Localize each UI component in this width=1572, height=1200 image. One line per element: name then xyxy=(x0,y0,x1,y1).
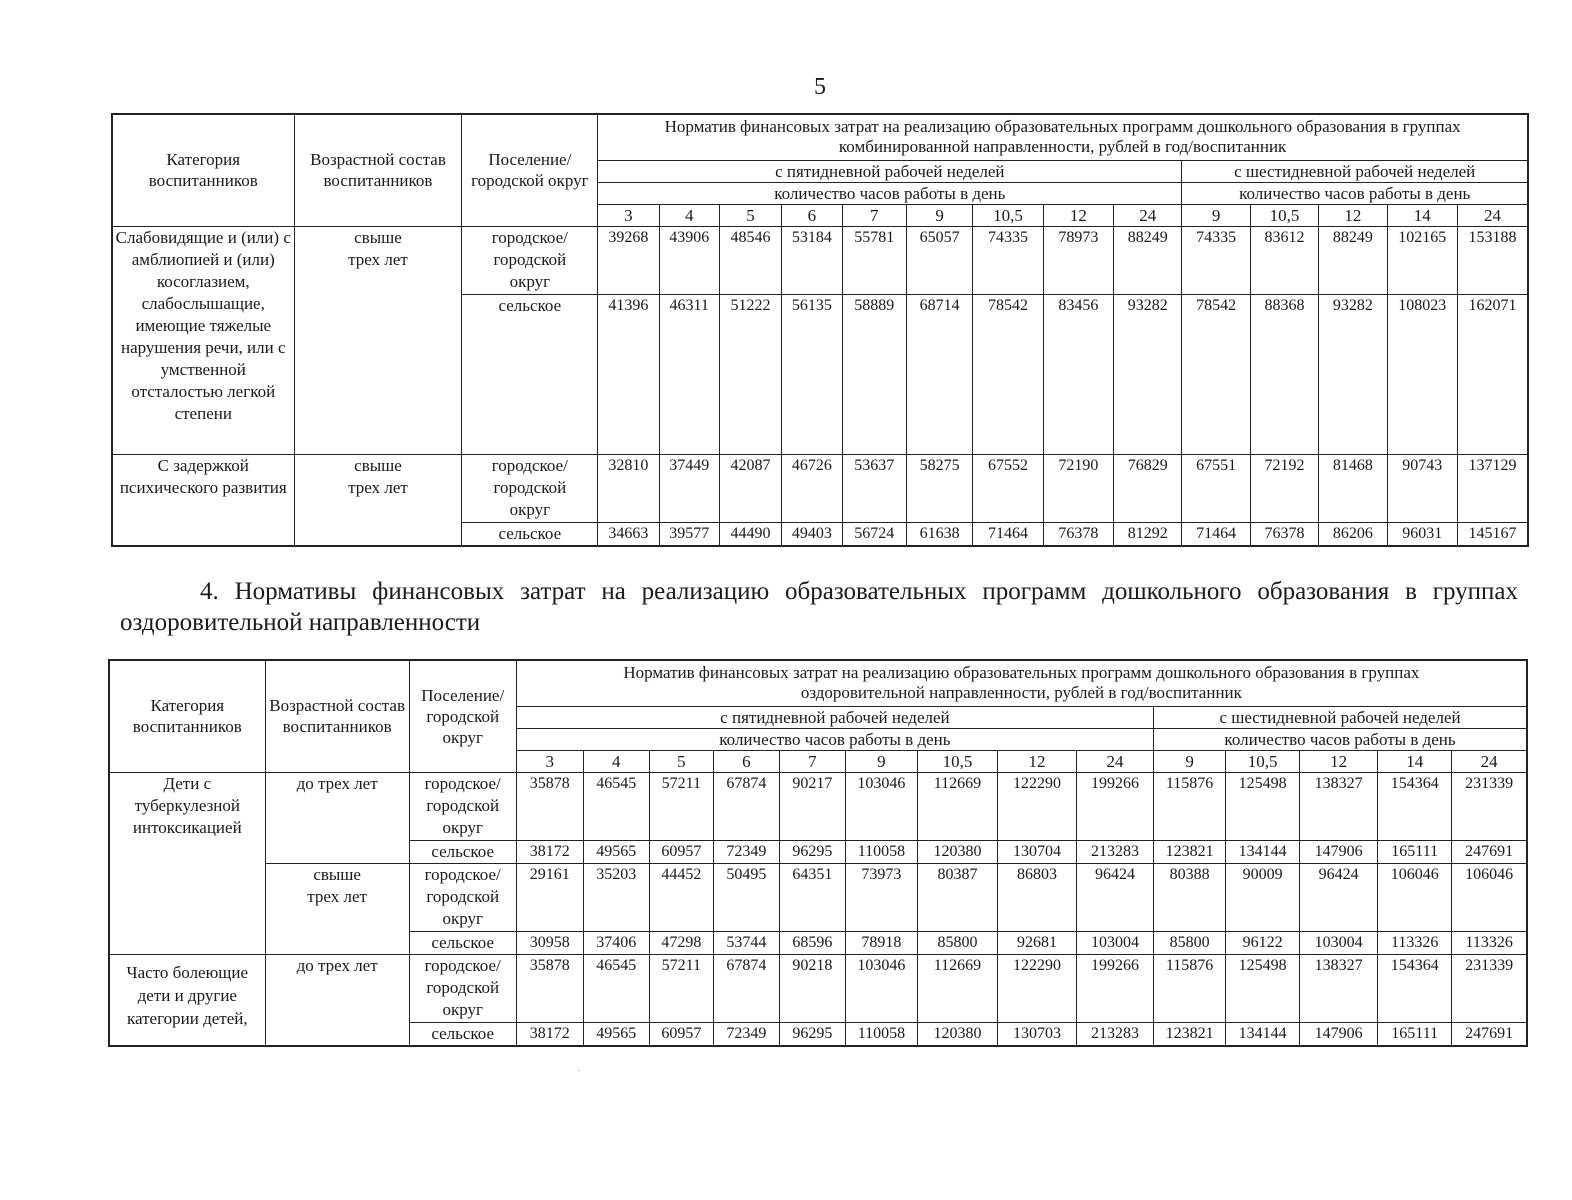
section-4-heading xyxy=(120,576,1518,638)
value-cell: 78918 xyxy=(845,931,917,954)
value-cell: 83612 xyxy=(1250,226,1318,294)
hours-five-1: 4 xyxy=(659,204,719,226)
value-cell: 120380 xyxy=(917,1022,997,1046)
value-cell: 88368 xyxy=(1250,294,1318,454)
settlement-cell: сельское xyxy=(409,840,516,863)
value-cell: 53637 xyxy=(842,454,906,522)
value-cell: 93282 xyxy=(1114,294,1182,454)
value-cell: 76829 xyxy=(1114,454,1182,522)
value-cell: 67552 xyxy=(973,454,1043,522)
header-six-day: с шестидневной рабочей неделей xyxy=(1154,706,1527,728)
value-cell: 110058 xyxy=(845,840,917,863)
value-cell: 88249 xyxy=(1319,226,1387,294)
value-cell: 81468 xyxy=(1319,454,1387,522)
value-cell: 30958 xyxy=(516,931,583,954)
value-cell: 50495 xyxy=(713,863,779,931)
value-cell: 147906 xyxy=(1300,840,1378,863)
header-norm-title: Норматив финансовых затрат на реализацию образовательных программ дошкольного образования в группах комбинированной направленности, рублей в год/воспитанник xyxy=(598,114,1528,160)
header-six-day: с шестидневной рабочей неделей xyxy=(1182,160,1528,182)
section-4-text: Нормативы финансовых затрат на реализацию образовательных программ дошкольного образования в группах оздоровительной направленности xyxy=(120,578,1518,636)
hours-five-7: 12 xyxy=(1043,204,1113,226)
value-cell: 130703 xyxy=(997,1022,1076,1046)
value-cell: 125498 xyxy=(1226,954,1300,1022)
category-cell: Часто болеющие дети и другие категории детей, xyxy=(109,954,265,1046)
value-cell: 123821 xyxy=(1154,840,1226,863)
header-settlement: Поселение/ городской округ xyxy=(409,660,516,772)
hours-five-1: 4 xyxy=(583,750,649,772)
value-cell: 154364 xyxy=(1378,772,1452,840)
hours-six-2: 12 xyxy=(1300,750,1378,772)
hours-five-4: 7 xyxy=(842,204,906,226)
value-cell: 247691 xyxy=(1452,1022,1527,1046)
table-row xyxy=(109,772,1527,840)
value-cell: 44452 xyxy=(649,863,713,931)
value-cell: 65057 xyxy=(906,226,972,294)
value-cell: 85800 xyxy=(1154,931,1226,954)
age-cell: свыше трех лет xyxy=(294,454,462,546)
value-cell: 51222 xyxy=(719,294,781,454)
value-cell: 57211 xyxy=(649,954,713,1022)
settlement-cell: сельское xyxy=(409,931,516,954)
hours-five-6: 10,5 xyxy=(973,204,1043,226)
hours-six-4: 24 xyxy=(1452,750,1527,772)
hours-five-7: 12 xyxy=(997,750,1076,772)
value-cell: 96424 xyxy=(1077,863,1154,931)
value-cell: 35203 xyxy=(583,863,649,931)
hours-five-8: 24 xyxy=(1077,750,1154,772)
value-cell: 115876 xyxy=(1154,954,1226,1022)
value-cell: 231339 xyxy=(1452,772,1527,840)
settlement-cell: сельское xyxy=(409,1022,516,1046)
value-cell: 106046 xyxy=(1452,863,1527,931)
value-cell: 213283 xyxy=(1077,1022,1154,1046)
value-cell: 67874 xyxy=(713,772,779,840)
value-cell: 86803 xyxy=(997,863,1076,931)
value-cell: 58275 xyxy=(906,454,972,522)
header-five-day: с пятидневной рабочей неделей xyxy=(516,706,1153,728)
hours-five-3: 6 xyxy=(713,750,779,772)
value-cell: 134144 xyxy=(1226,840,1300,863)
value-cell: 42087 xyxy=(719,454,781,522)
norm-table-health xyxy=(108,659,1528,1047)
value-cell: 85800 xyxy=(917,931,997,954)
age-cell: до трех лет xyxy=(265,772,409,863)
hours-five-0: 3 xyxy=(598,204,659,226)
value-cell: 80388 xyxy=(1154,863,1226,931)
value-cell: 96031 xyxy=(1387,522,1457,546)
value-cell: 112669 xyxy=(917,954,997,1022)
table-row xyxy=(112,226,1528,294)
value-cell: 90743 xyxy=(1387,454,1457,522)
value-cell: 71464 xyxy=(1182,522,1250,546)
value-cell: 72349 xyxy=(713,1022,779,1046)
value-cell: 46726 xyxy=(782,454,842,522)
value-cell: 88249 xyxy=(1114,226,1182,294)
value-cell: 247691 xyxy=(1452,840,1527,863)
value-cell: 61638 xyxy=(906,522,972,546)
hours-six-3: 14 xyxy=(1387,204,1457,226)
value-cell: 112669 xyxy=(917,772,997,840)
value-cell: 86206 xyxy=(1319,522,1387,546)
table-row xyxy=(109,954,1527,1022)
value-cell: 90217 xyxy=(779,772,845,840)
settlement-cell: городское/ городской округ xyxy=(409,863,516,931)
value-cell: 103046 xyxy=(845,772,917,840)
value-cell: 106046 xyxy=(1378,863,1452,931)
value-cell: 92681 xyxy=(997,931,1076,954)
hours-six-3: 14 xyxy=(1378,750,1452,772)
header-category: Категория воспитанников xyxy=(112,114,294,226)
value-cell: 46545 xyxy=(583,772,649,840)
value-cell: 78542 xyxy=(1182,294,1250,454)
settlement-cell: городское/ городской округ xyxy=(409,772,516,840)
header-age: Возрастной состав воспитанников xyxy=(294,114,462,226)
hours-six-1: 10,5 xyxy=(1250,204,1318,226)
value-cell: 39577 xyxy=(659,522,719,546)
value-cell: 130704 xyxy=(997,840,1076,863)
age-cell: свыше трех лет xyxy=(294,226,462,454)
value-cell: 102165 xyxy=(1387,226,1457,294)
value-cell: 76378 xyxy=(1043,522,1113,546)
value-cell: 76378 xyxy=(1250,522,1318,546)
header-settlement: Поселение/ городской округ xyxy=(462,114,598,226)
value-cell: 32810 xyxy=(598,454,659,522)
value-cell: 231339 xyxy=(1452,954,1527,1022)
value-cell: 147906 xyxy=(1300,1022,1378,1046)
page-number: 5 xyxy=(814,74,826,100)
hours-six-2: 12 xyxy=(1319,204,1387,226)
value-cell: 60957 xyxy=(649,840,713,863)
value-cell: 29161 xyxy=(516,863,583,931)
value-cell: 122290 xyxy=(997,772,1076,840)
value-cell: 38172 xyxy=(516,1022,583,1046)
value-cell: 103004 xyxy=(1077,931,1154,954)
value-cell: 67874 xyxy=(713,954,779,1022)
value-cell: 46545 xyxy=(583,954,649,1022)
value-cell: 38172 xyxy=(516,840,583,863)
value-cell: 125498 xyxy=(1226,772,1300,840)
value-cell: 72349 xyxy=(713,840,779,863)
value-cell: 199266 xyxy=(1077,772,1154,840)
norm-table-combined xyxy=(111,113,1529,547)
section-4-number: 4. xyxy=(200,578,219,605)
value-cell: 49565 xyxy=(583,1022,649,1046)
value-cell: 96122 xyxy=(1226,931,1300,954)
value-cell: 199266 xyxy=(1077,954,1154,1022)
value-cell: 48546 xyxy=(719,226,781,294)
table-row xyxy=(112,454,1528,522)
value-cell: 96295 xyxy=(779,1022,845,1046)
hours-six-0: 9 xyxy=(1154,750,1226,772)
value-cell: 90009 xyxy=(1226,863,1300,931)
table-row xyxy=(109,863,1527,931)
value-cell: 72190 xyxy=(1043,454,1113,522)
hours-six-4: 24 xyxy=(1457,204,1528,226)
value-cell: 41396 xyxy=(598,294,659,454)
header-hours-label-five: количество часов работы в день xyxy=(516,728,1153,750)
category-cell: Дети с туберкулезной интоксикацией xyxy=(109,772,265,954)
value-cell: 103046 xyxy=(845,954,917,1022)
value-cell: 68714 xyxy=(906,294,972,454)
value-cell: 37449 xyxy=(659,454,719,522)
value-cell: 58889 xyxy=(842,294,906,454)
value-cell: 165111 xyxy=(1378,840,1452,863)
value-cell: 138327 xyxy=(1300,954,1378,1022)
value-cell: 123821 xyxy=(1154,1022,1226,1046)
value-cell: 165111 xyxy=(1378,1022,1452,1046)
value-cell: 74335 xyxy=(1182,226,1250,294)
value-cell: 78973 xyxy=(1043,226,1113,294)
value-cell: 37406 xyxy=(583,931,649,954)
value-cell: 138327 xyxy=(1300,772,1378,840)
hours-five-3: 6 xyxy=(782,204,842,226)
value-cell: 103004 xyxy=(1300,931,1378,954)
settlement-cell: городское/ городской округ xyxy=(462,226,598,294)
value-cell: 64351 xyxy=(779,863,845,931)
value-cell: 74335 xyxy=(973,226,1043,294)
value-cell: 113326 xyxy=(1452,931,1527,954)
value-cell: 113326 xyxy=(1378,931,1452,954)
value-cell: 120380 xyxy=(917,840,997,863)
hours-five-5: 9 xyxy=(906,204,972,226)
settlement-cell: сельское xyxy=(462,522,598,546)
hours-five-0: 3 xyxy=(516,750,583,772)
hours-six-0: 9 xyxy=(1182,204,1250,226)
hours-six-1: 10,5 xyxy=(1226,750,1300,772)
value-cell: 83456 xyxy=(1043,294,1113,454)
settlement-cell: городское/ городской округ xyxy=(409,954,516,1022)
value-cell: 57211 xyxy=(649,772,713,840)
hours-five-8: 24 xyxy=(1114,204,1182,226)
header-hours-label-five: количество часов работы в день xyxy=(598,182,1182,204)
value-cell: 53184 xyxy=(782,226,842,294)
scan-speck xyxy=(578,1070,580,1071)
hours-five-2: 5 xyxy=(649,750,713,772)
header-category: Категория воспитанников xyxy=(109,660,265,772)
value-cell: 90218 xyxy=(779,954,845,1022)
value-cell: 56724 xyxy=(842,522,906,546)
value-cell: 72192 xyxy=(1250,454,1318,522)
value-cell: 93282 xyxy=(1319,294,1387,454)
value-cell: 67551 xyxy=(1182,454,1250,522)
header-age: Возрастной состав воспитанников xyxy=(265,660,409,772)
value-cell: 71464 xyxy=(973,522,1043,546)
value-cell: 60957 xyxy=(649,1022,713,1046)
value-cell: 44490 xyxy=(719,522,781,546)
value-cell: 81292 xyxy=(1114,522,1182,546)
value-cell: 56135 xyxy=(782,294,842,454)
value-cell: 43906 xyxy=(659,226,719,294)
value-cell: 78542 xyxy=(973,294,1043,454)
value-cell: 73973 xyxy=(845,863,917,931)
settlement-cell: городское/ городской округ xyxy=(462,454,598,522)
value-cell: 153188 xyxy=(1457,226,1528,294)
value-cell: 80387 xyxy=(917,863,997,931)
value-cell: 35878 xyxy=(516,954,583,1022)
value-cell: 46311 xyxy=(659,294,719,454)
header-hours-label-six: количество часов работы в день xyxy=(1182,182,1528,204)
value-cell: 55781 xyxy=(842,226,906,294)
value-cell: 49565 xyxy=(583,840,649,863)
hours-five-5: 9 xyxy=(845,750,917,772)
hours-five-2: 5 xyxy=(719,204,781,226)
header-hours-label-six: количество часов работы в день xyxy=(1154,728,1527,750)
value-cell: 47298 xyxy=(649,931,713,954)
value-cell: 68596 xyxy=(779,931,845,954)
value-cell: 137129 xyxy=(1457,454,1528,522)
category-cell: Слабовидящие и (или) с амблиопией и (или) косоглазием, слабослышащие, имеющие тяжелые нарушения речи, или с умственной отсталостью легкой степени xyxy=(112,226,294,454)
value-cell: 162071 xyxy=(1457,294,1528,454)
value-cell: 108023 xyxy=(1387,294,1457,454)
age-cell: свыше трех лет xyxy=(265,863,409,954)
value-cell: 134144 xyxy=(1226,1022,1300,1046)
hours-five-6: 10,5 xyxy=(917,750,997,772)
settlement-cell: сельское xyxy=(462,294,598,454)
value-cell: 96424 xyxy=(1300,863,1378,931)
value-cell: 35878 xyxy=(516,772,583,840)
value-cell: 122290 xyxy=(997,954,1076,1022)
value-cell: 110058 xyxy=(845,1022,917,1046)
category-cell: С задержкой психического развития xyxy=(112,454,294,546)
age-cell: до трех лет xyxy=(265,954,409,1046)
header-five-day: с пятидневной рабочей неделей xyxy=(598,160,1182,182)
value-cell: 213283 xyxy=(1077,840,1154,863)
header-norm-title: Норматив финансовых затрат на реализацию образовательных программ дошкольного образования в группах оздоровительной направленности, рублей в год/воспитанник xyxy=(516,660,1527,706)
value-cell: 53744 xyxy=(713,931,779,954)
hours-five-4: 7 xyxy=(779,750,845,772)
value-cell: 96295 xyxy=(779,840,845,863)
value-cell: 39268 xyxy=(598,226,659,294)
value-cell: 49403 xyxy=(782,522,842,546)
value-cell: 154364 xyxy=(1378,954,1452,1022)
value-cell: 34663 xyxy=(598,522,659,546)
value-cell: 145167 xyxy=(1457,522,1528,546)
value-cell: 115876 xyxy=(1154,772,1226,840)
